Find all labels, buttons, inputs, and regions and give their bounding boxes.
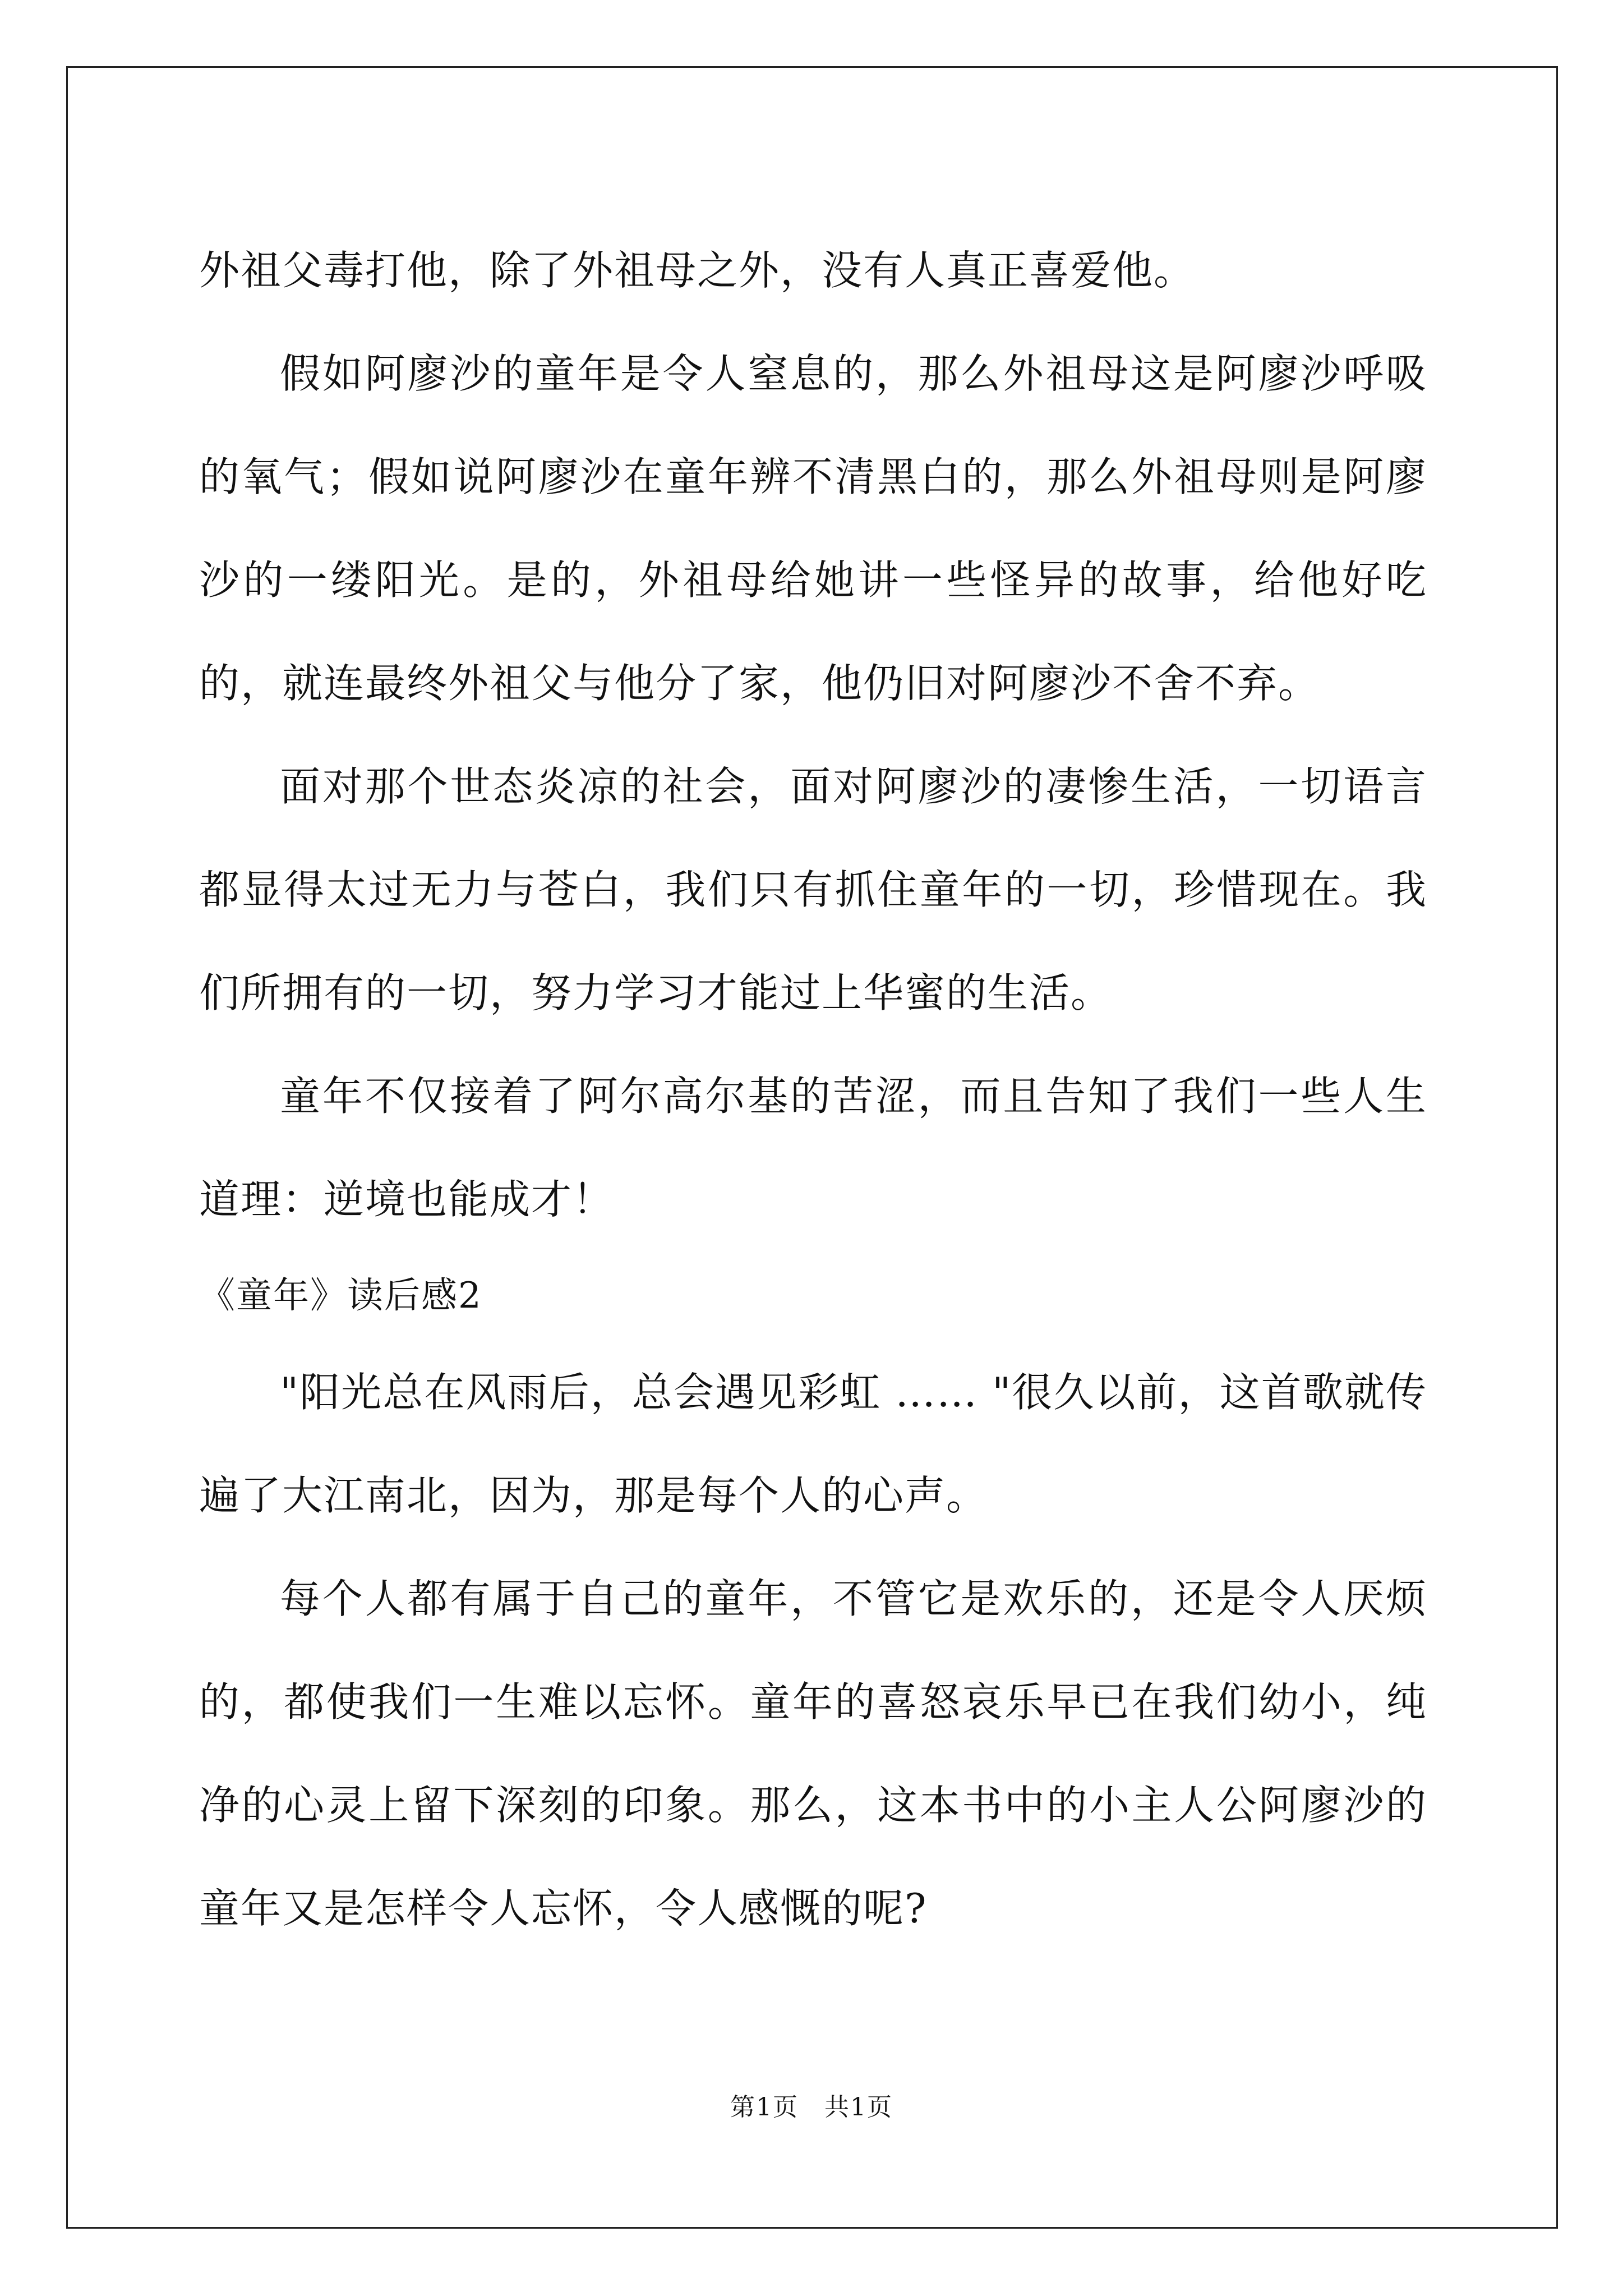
- page-footer: 第1页 共1页: [730, 2093, 893, 2122]
- document-body: [199, 219, 1427, 1960]
- paragraph: 假如阿廖沙的童年是令人窒息的，那么外祖母这是阿廖沙呼吸的氧气；假如说阿廖沙在童年辨不清黑白的，那么外祖母则是阿廖沙的一缕阳光。是的，外祖母给她讲一些怪异的故事，给他好吃的，就连最终外祖父与他分了家，他仍旧对阿廖沙不舍不弃。: [199, 350, 1427, 707]
- paragraph: 面对那个世态炎凉的社会，面对阿廖沙的凄惨生活，一切语言都显得太过无力与苍白，我们只有抓住童年的一切，珍惜现在。我们所拥有的一切，努力学习才能过上华蜜的生活。: [199, 763, 1427, 1016]
- section-heading: 《童年》读后感2: [199, 1275, 482, 1317]
- paragraph: 外祖父毒打他，除了外祖母之外，没有人真正喜爱他。: [199, 247, 1196, 294]
- paragraph: "阳光总在风雨后，总会遇见彩虹 …… "很久以前，这首歌就传遍了大江南北，因为，那是每个人的心声。: [199, 1369, 1427, 1519]
- paragraph: 童年不仅接着了阿尔高尔基的苦涩，而且告知了我们一些人生道理：逆境也能成才！: [199, 1073, 1427, 1223]
- paragraph: 每个人都有属于自己的童年，不管它是欢乐的，还是令人厌烦的，都使我们一生难以忘怀。童年的喜怒哀乐早已在我们幼小，纯净的心灵上留下深刻的印象。那么，这本书中的小主人公阿廖沙的童年又是怎样令人忘怀，令人感慨的呢?: [199, 1575, 1427, 1932]
